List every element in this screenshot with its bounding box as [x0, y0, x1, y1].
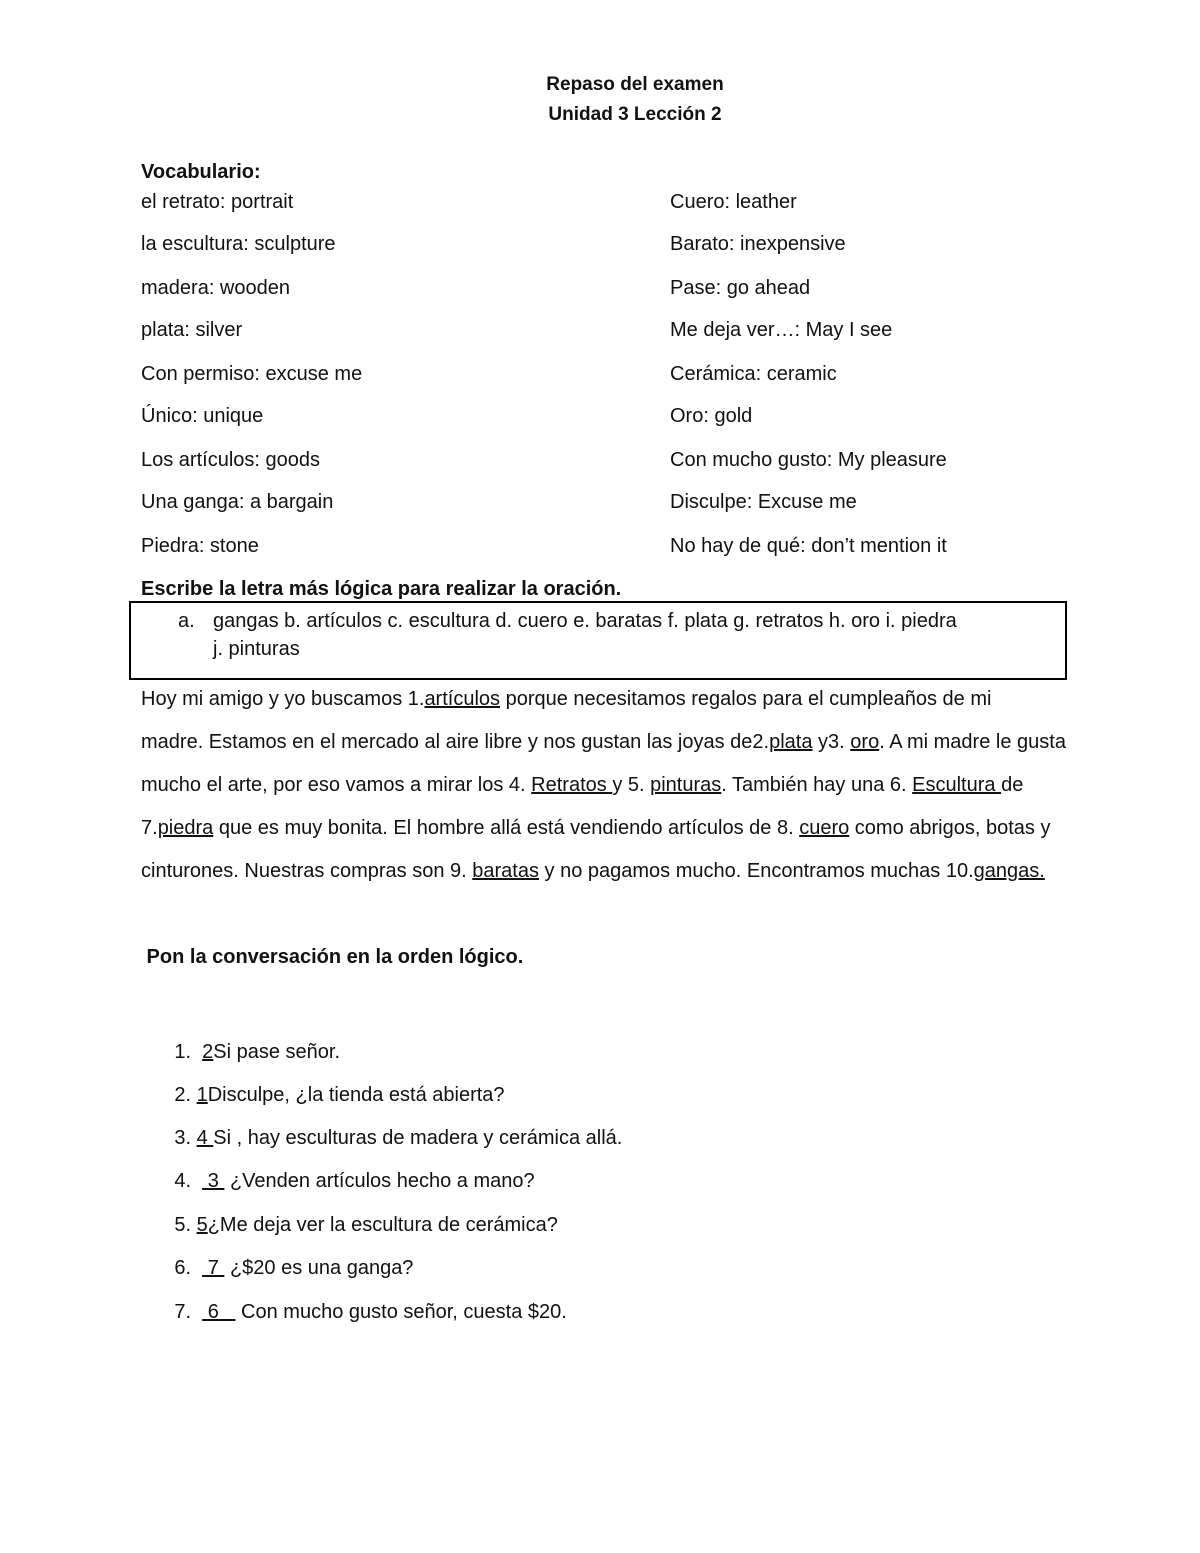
order-answer: 4	[196, 1127, 214, 1149]
item-number: 1.	[174, 1041, 203, 1063]
item-text: Con mucho gusto señor, cuesta $20.	[235, 1301, 567, 1323]
vocab-term: Los artículos: goods	[141, 449, 320, 471]
vocab-term: plata: silver	[141, 319, 243, 341]
vocab-term: Con permiso: excuse me	[141, 363, 363, 385]
word-bank-marker: a.	[178, 610, 195, 632]
word-bank-line: gangas b. artículos c. escultura d. cuero e. baratas f. plata g. retratos h. oro i. piedra	[213, 610, 957, 632]
order-answer: 2	[202, 1041, 214, 1063]
paragraph-line	[141, 773, 1023, 797]
paragraph-text: y 5.	[612, 774, 651, 796]
vocab-row	[141, 404, 1141, 428]
vocab-term: No hay de qué: don’t mention it	[670, 535, 947, 557]
item-number: 2.	[174, 1084, 197, 1106]
item-number: 6.	[174, 1257, 203, 1279]
vocab-term: Barato: inexpensive	[670, 233, 846, 255]
paragraph-text: madre. Estamos en el mercado al aire libre y nos gustan las joyas de2.	[141, 731, 770, 753]
exercise1-instruction: Escribe la letra más lógica para realizar la oración.	[141, 578, 622, 600]
vocab-row	[141, 534, 1141, 558]
order-answer: 7	[202, 1257, 225, 1279]
paragraph-text: cinturones. Nuestras compras son 9.	[141, 860, 473, 882]
paragraph-line	[141, 687, 991, 711]
vocab-term: Disculpe: Excuse me	[670, 491, 857, 513]
answer-blank: Escultura	[912, 774, 1002, 796]
order-answer: 1	[196, 1084, 208, 1106]
paragraph-text: y no pagamos mucho. Encontramos muchas 10.	[538, 860, 974, 882]
vocab-row	[141, 490, 1141, 514]
paragraph-text: . También hay una 6.	[721, 774, 913, 796]
vocab-heading: Vocabulario:	[141, 161, 261, 183]
vocab-row	[141, 232, 1141, 256]
vocab-term: Me deja ver…: May I see	[670, 319, 893, 341]
answer-blank: baratas	[472, 860, 539, 882]
item-number: 5.	[174, 1214, 197, 1236]
order-answer: 3	[202, 1170, 225, 1192]
vocab-term: Cerámica: ceramic	[670, 363, 837, 385]
vocab-row	[141, 276, 1141, 300]
order-answer: 6	[202, 1301, 236, 1323]
item-text: Si , hay esculturas de madera y cerámica allá.	[213, 1127, 623, 1149]
paragraph-line	[141, 730, 1066, 754]
paragraph-line	[141, 859, 1045, 883]
item-text: Si pase señor.	[213, 1041, 341, 1063]
paragraph-line	[141, 816, 1050, 840]
item-number: 7.	[174, 1301, 203, 1323]
vocab-term: Único: unique	[141, 405, 264, 427]
item-number: 3.	[174, 1127, 197, 1149]
answer-blank: cuero	[799, 817, 850, 839]
page-title: Repaso del examen	[546, 74, 724, 95]
item-text: ¿Venden artículos hecho a mano?	[224, 1170, 535, 1192]
vocab-term: Oro: gold	[670, 405, 753, 427]
answer-blank: oro	[850, 731, 880, 753]
word-bank-line: j. pinturas	[213, 638, 300, 660]
paragraph-text: mucho el arte, por eso vamos a mirar los 4.	[141, 774, 532, 796]
paragraph-text: que es muy bonita. El hombre allá está vendiendo artículos de 8.	[213, 817, 800, 839]
paragraph-text: como abrigos, botas y	[849, 817, 1051, 839]
vocab-term: Piedra: stone	[141, 535, 259, 557]
item-text: ¿Me deja ver la escultura de cerámica?	[207, 1214, 558, 1236]
vocab-row	[141, 190, 1141, 214]
exercise2-instruction: Pon la conversación en la orden lógico.	[141, 946, 524, 968]
order-answer: 5	[196, 1214, 208, 1236]
vocab-term: Pase: go ahead	[670, 277, 811, 299]
paragraph-text: de	[1001, 774, 1024, 796]
answer-blank: gangas.	[973, 860, 1045, 882]
paragraph-text: 7.	[141, 817, 158, 839]
vocab-row	[141, 362, 1141, 386]
vocab-term: madera: wooden	[141, 277, 290, 299]
vocab-term: Una ganga: a bargain	[141, 491, 334, 513]
paragraph-text: y3.	[812, 731, 851, 753]
paragraph-text: . A mi madre le gusta	[879, 731, 1066, 753]
vocab-row	[141, 448, 1141, 472]
page-subtitle: Unidad 3 Lección 2	[548, 104, 722, 125]
conversation-item	[141, 1276, 567, 1348]
paragraph-text: porque necesitamos regalos para el cumpleaños de mi	[500, 688, 992, 710]
answer-blank: pinturas	[650, 774, 722, 796]
paragraph-text: Hoy mi amigo y yo buscamos 1.	[141, 688, 425, 710]
vocab-term: la escultura: sculpture	[141, 233, 336, 255]
item-number: 4.	[174, 1170, 203, 1192]
vocab-term: Con mucho gusto: My pleasure	[670, 449, 947, 471]
vocab-term: Cuero: leather	[670, 191, 797, 213]
answer-blank: Retratos	[531, 774, 613, 796]
vocab-row	[141, 318, 1141, 342]
answer-blank: piedra	[157, 817, 214, 839]
answer-blank: plata	[769, 731, 813, 753]
word-bank-box	[129, 601, 1067, 680]
answer-blank: artículos	[424, 688, 501, 710]
vocab-term: el retrato: portrait	[141, 191, 294, 213]
item-text: Disculpe, ¿la tienda está abierta?	[207, 1084, 505, 1106]
item-text: ¿$20 es una ganga?	[224, 1257, 414, 1279]
